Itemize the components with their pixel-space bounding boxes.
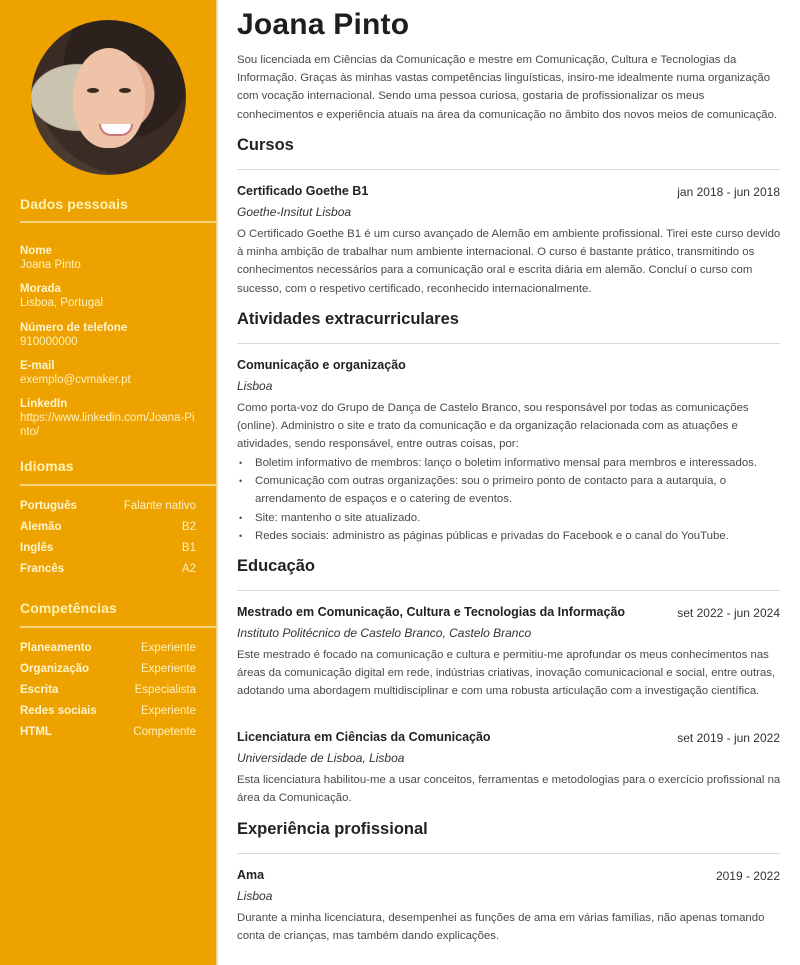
personal-data-divider — [20, 221, 216, 223]
language-row — [20, 521, 196, 533]
education-institution-0: Instituto Politécnico de Castelo Branco, Castelo Branco — [237, 626, 532, 640]
education-title-0: Mestrado em Comunicação, Cultura e Tecnologias da Informação — [237, 605, 626, 619]
field-label: LinkedIn — [20, 398, 68, 410]
field-linkedin — [20, 397, 198, 439]
extracurricular-divider — [237, 343, 780, 344]
sidebar-edge — [216, 0, 218, 965]
skill-name: Escrita — [20, 684, 59, 696]
skill-level: Experiente — [141, 705, 196, 717]
education-date-0: set 2022 - jun 2024 — [677, 606, 780, 620]
skill-name: Planeamento — [20, 642, 92, 654]
skill-name: Organização — [20, 663, 90, 675]
photo-eye-left — [87, 88, 99, 93]
job-title: Ama — [237, 868, 265, 882]
education-title-1: Licenciatura em Ciências da Comunicação — [237, 730, 491, 744]
field-value: 910000000 — [20, 336, 78, 348]
education-title: Educação — [237, 557, 315, 575]
skill-row — [20, 705, 196, 717]
language-name: Inglês — [20, 542, 54, 554]
extracurricular-title: Atividades extracurriculares — [237, 310, 459, 328]
bullet-item: • Redes sociais: administro as páginas públicas e privadas do Facebook e o canal do YouTube. — [237, 527, 782, 545]
candidate-name: Joana Pinto — [237, 8, 410, 41]
field-value: Lisboa, Portugal — [20, 297, 104, 309]
job-location: Lisboa — [237, 889, 273, 903]
field-phone — [20, 321, 200, 349]
field-label: E-mail — [20, 360, 55, 372]
courses-title: Cursos — [237, 136, 294, 154]
activity-description: Como porta-voz do Grupo de Dança de Castelo Branco, sou responsável por todas as comunicações (online). Administro o site e trato da comunicação e da organização relacionada com as atuações e atividades, sendo responsável, entre outras coisas, por: — [237, 402, 749, 451]
bullet-item: • Comunicação com outras organizações: sou o primeiro ponto de contacto para a autarquia, o arrendamento de espaços e o catering de eventos. — [237, 472, 782, 508]
skill-row — [20, 663, 196, 675]
linkedin-link[interactable]: https://www.linkedin.com/Joana-Pinto/ — [20, 412, 195, 438]
skills-divider — [20, 626, 216, 628]
skill-row — [20, 684, 196, 696]
field-name — [20, 244, 200, 272]
language-row — [20, 563, 196, 575]
job-description: Durante a minha licenciatura, desempenhei as funções de ama em várias famílias, não apenas tomando conta de crianças, mas também dando explicações. — [237, 912, 765, 943]
field-address — [20, 282, 200, 310]
language-row — [20, 542, 196, 554]
experience-title: Experiência profissional — [237, 820, 428, 838]
education-description-1: Esta licenciatura habilitou-me a usar conceitos, ferramentas e metodologias para o exercício profissional na área da Comunicação. — [237, 774, 781, 805]
personal-data-title: Dados pessoais — [20, 196, 128, 212]
skill-level: Competente — [133, 726, 196, 738]
job-date: 2019 - 2022 — [715, 869, 780, 883]
field-label: Número de telefone — [20, 322, 128, 334]
courses-divider — [237, 169, 780, 170]
bullet-item: • Site: mantenho o site atualizado. — [237, 509, 782, 527]
education-description-0: Este mestrado é focado na comunicação e cultura e permitiu-me aprofundar os meus conhecimentos nas áreas da comunicação digital em rede, indústrias criativas, inovação comunicacional e social, entre outras, adotando uma abordagem multidisciplinar e com uma robusta articulação com a investigação científica. — [237, 649, 776, 698]
language-name: Francês — [20, 563, 65, 575]
field-label: Morada — [20, 283, 61, 295]
field-value: Joana Pinto — [20, 259, 81, 271]
course-date: jan 2018 - jun 2018 — [677, 185, 780, 199]
activity-bullet-list — [237, 454, 782, 545]
skills-title: Competências — [20, 600, 117, 616]
course-title: Certificado Goethe B1 — [237, 184, 369, 198]
languages-divider — [20, 484, 216, 486]
skill-level: Experiente — [141, 642, 196, 654]
language-row — [20, 500, 196, 512]
skill-level: Especialista — [134, 684, 196, 696]
language-level: Falante nativo — [123, 500, 196, 512]
languages-title: Idiomas — [20, 458, 74, 474]
education-date-1: set 2019 - jun 2022 — [677, 731, 780, 745]
course-institution: Goethe-Insitut Lisboa — [237, 205, 352, 219]
skill-row — [20, 726, 196, 738]
skill-level: Experiente — [141, 663, 196, 675]
language-name: Alemão — [20, 521, 62, 533]
course-description: O Certificado Goethe B1 é um curso avançado de Alemão em ambiente profissional. Tirei este curso devido à minha ambição de trabalhar num ambiente internacional. O curso é bastante prático, transmitindo os conhecimentos necessários para a comunicação oral e escrita diária em alemão. Concluí o curso com sucesso, com o respetivo certificado, reconhecido internacionalmente. — [237, 228, 781, 295]
bullet-item: • Boletim informativo de membros: lanço o boletim informativo mensal para membros e interessados. — [237, 454, 782, 472]
education-institution-1: Universidade de Lisboa, Lisboa — [237, 751, 405, 765]
language-level: B2 — [181, 521, 196, 533]
experience-divider — [237, 853, 780, 854]
profile-summary: Sou licenciada em Ciências da Comunicação e mestre em Comunicação, Cultura e Tecnologias da Informação. Graças às minhas vastas competências linguísticas, insiro-me idealmente numa organização com vocação internacional. Sendo uma pessoa curiosa, gostaria de profissionalizar os meus conhecimentos e experiência atuais na área da comunicação no âmbito dos novos meios de comunicação. — [237, 54, 778, 121]
field-label: Nome — [20, 245, 52, 257]
language-level: A2 — [181, 563, 196, 575]
profile-photo — [31, 20, 186, 175]
education-divider — [237, 590, 780, 591]
language-level: B1 — [181, 542, 196, 554]
language-name: Português — [20, 500, 77, 512]
field-email — [20, 359, 200, 387]
skill-name: Redes sociais — [20, 705, 97, 717]
photo-eye-right — [119, 88, 131, 93]
activity-title: Comunicação e organização — [237, 358, 406, 372]
email-link[interactable]: exemplo@cvmaker.pt — [20, 374, 131, 386]
skill-name: HTML — [20, 726, 52, 738]
activity-location: Lisboa — [237, 379, 273, 393]
skill-row — [20, 642, 196, 654]
